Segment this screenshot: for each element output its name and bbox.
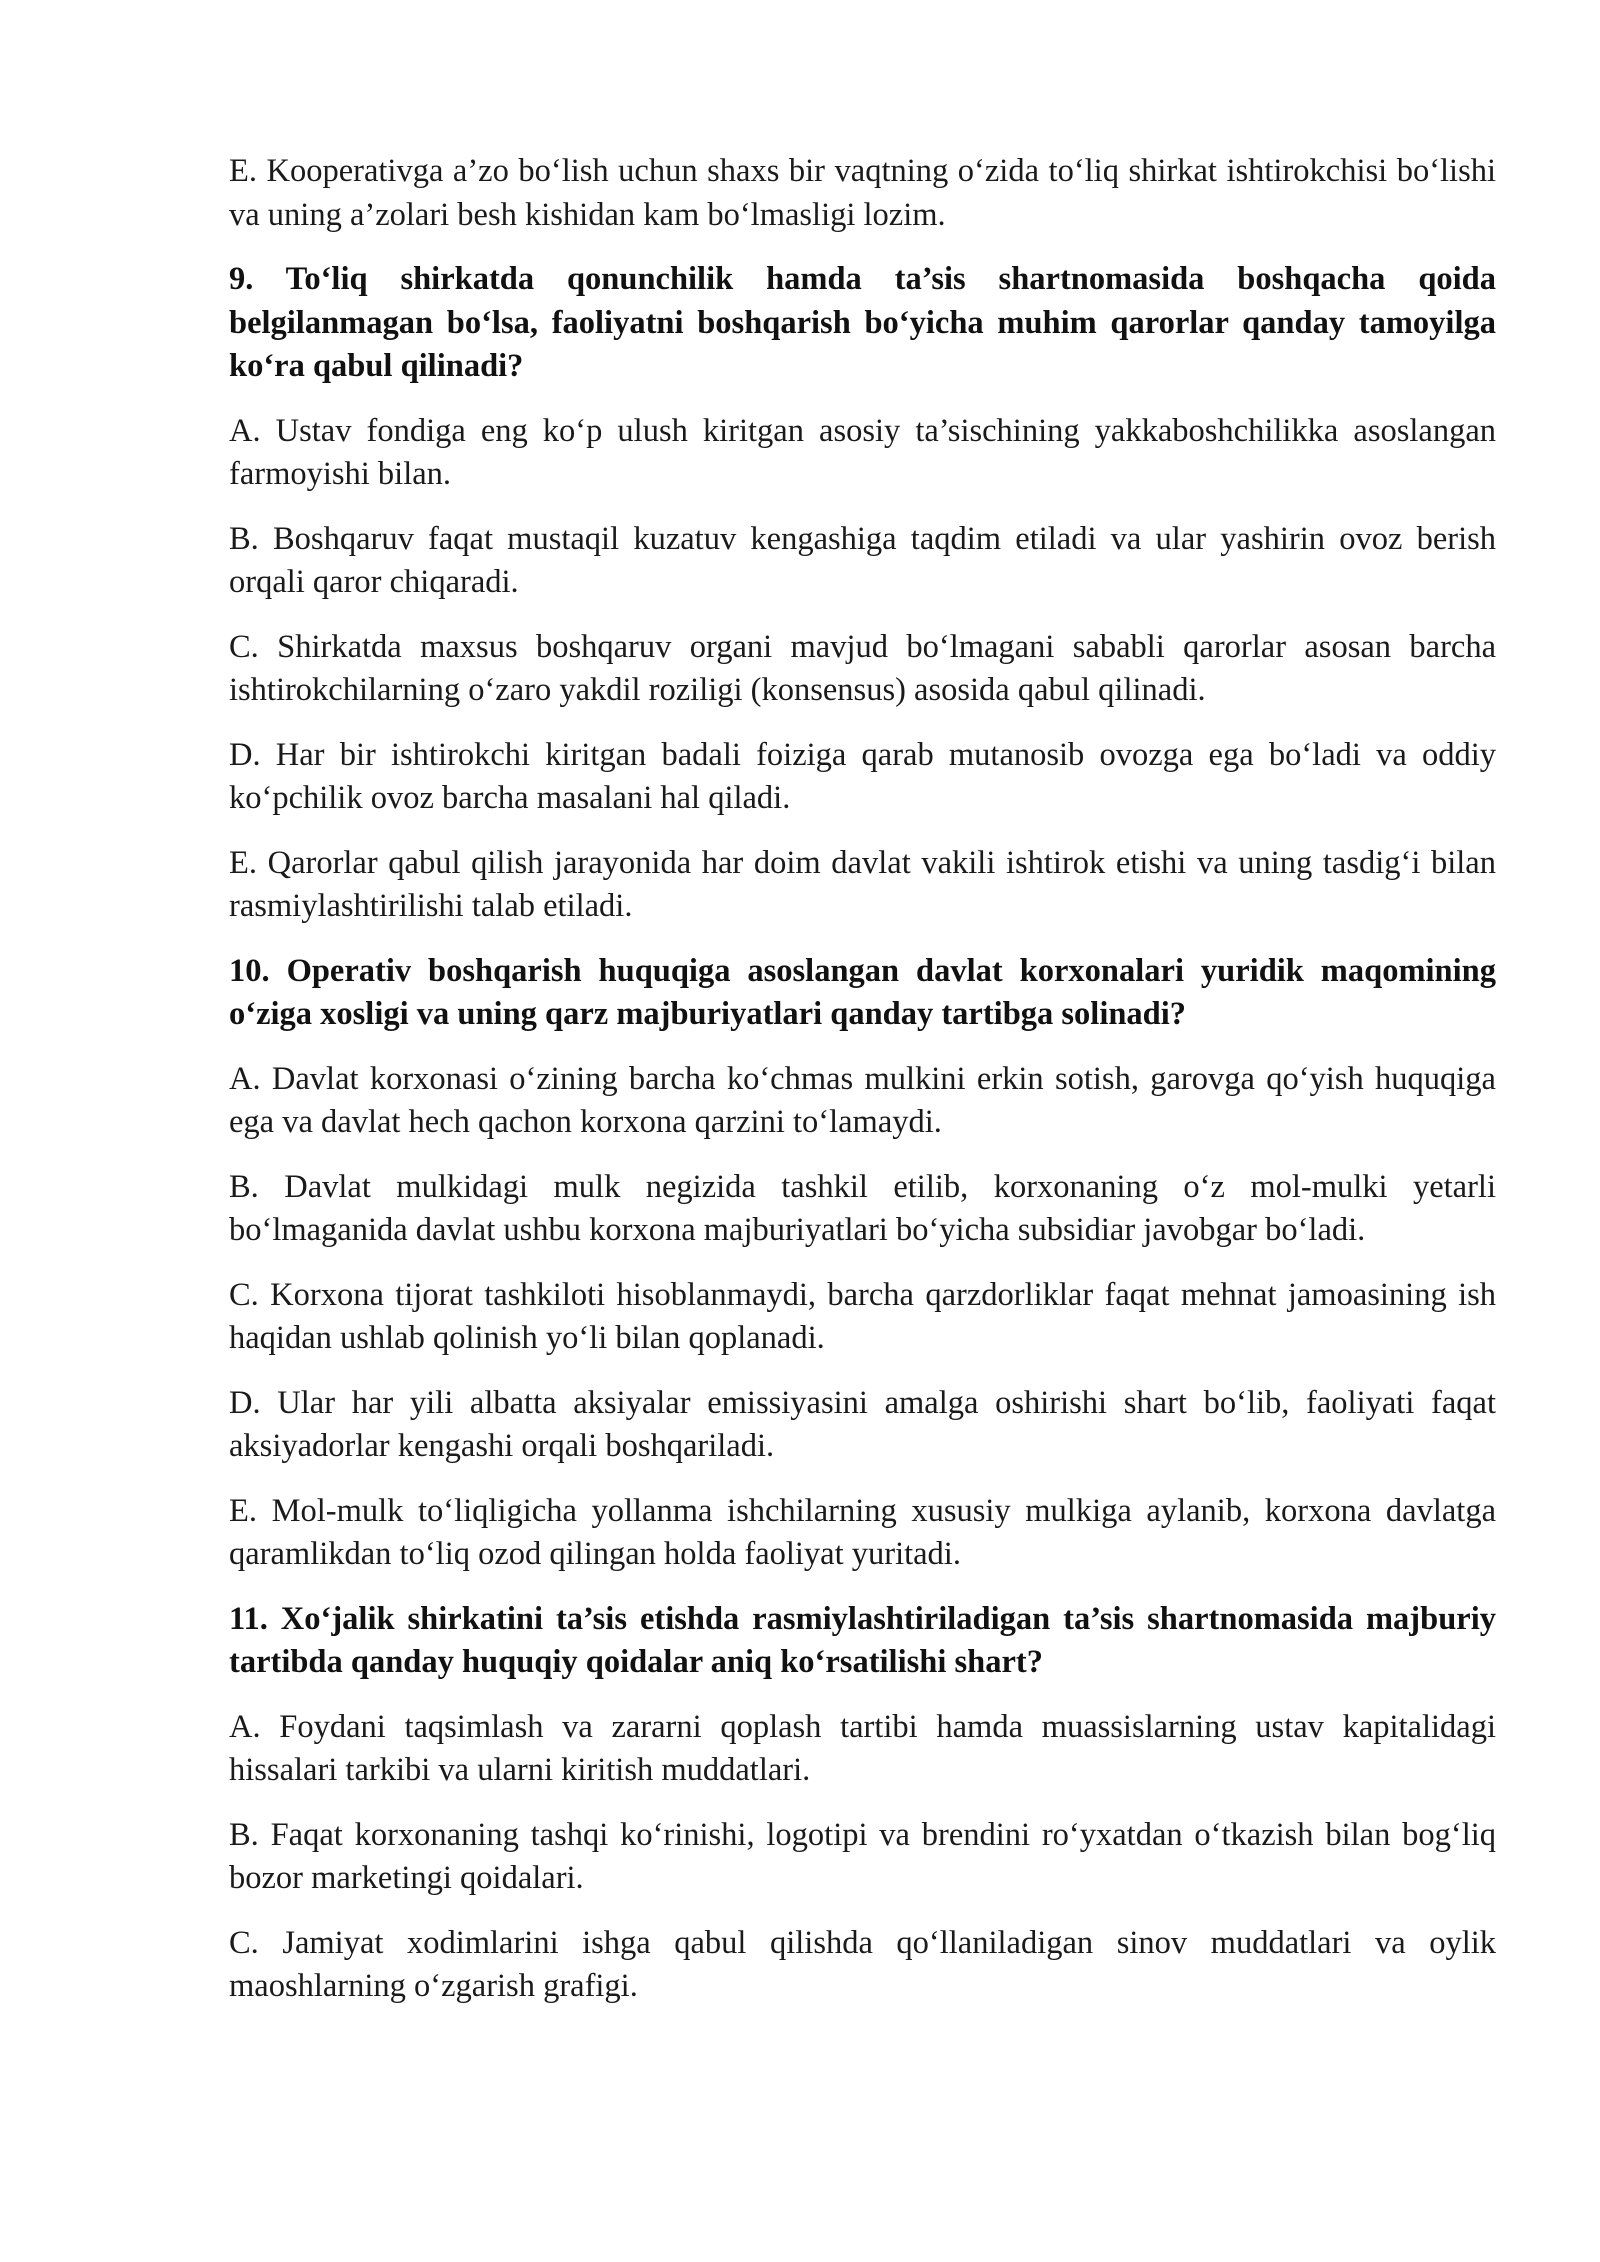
question-11: 11. Xo‘jalik shirkatini ta’sis etishda rasmiylashtiriladigan ta’sis shartnomasida majburiy tartibda qanday huquqiy qoidalar aniq ko‘rsatilishi shart? <box>229 1600 1496 1680</box>
answer-option-c: C. Shirkatda maxsus boshqaruv organi mavjud bo‘lmagani sababli qarorlar asosan barcha ishtirokchilarning o‘zaro yakdil roziligi (konsensus) asosida qabul qilinadi. <box>229 628 1496 708</box>
answer-option-c: C. Korxona tijorat tashkiloti hisoblanmaydi, barcha qarzdorliklar faqat mehnat jamoasining ish haqidan ushlab qolinish yo‘li bilan qoplanadi. <box>229 1276 1496 1356</box>
answer-option-e: E. Kooperativga a’zo bo‘lish uchun shaxs bir vaqtning o‘zida to‘liq shirkat ishtirokchisi bo‘lishi va uning a’zolari besh kishidan kam bo‘lmasligi lozim. <box>229 153 1496 233</box>
answer-option-e: E. Qarorlar qabul qilish jarayonida har doim davlat vakili ishtirok etishi va uning tasdig‘i bilan rasmiylashtirilishi talab etiladi. <box>229 844 1496 924</box>
question-10: 10. Operativ boshqarish huquqiga asoslangan davlat korxonalari yuridik maqomining o‘ziga xosligi va uning qarz majburiyatlari qanday tartibga solinadi? <box>229 952 1496 1032</box>
answer-option-b: B. Faqat korxonaning tashqi ko‘rinishi, logotipi va brendini ro‘yxatdan o‘tkazish bilan bog‘liq bozor marketingi qoidalari. <box>229 1816 1496 1896</box>
answer-option-a: A. Foydani taqsimlash va zararni qoplash tartibi hamda muassislarning ustav kapitalidagi hissalari tarkibi va ularni kiritish muddatlari. <box>229 1708 1496 1788</box>
answer-option-a: A. Ustav fondiga eng ko‘p ulush kiritgan asosiy ta’sischining yakkaboshchilikka asoslangan farmoyishi bilan. <box>229 412 1496 492</box>
answer-option-d: D. Har bir ishtirokchi kiritgan badali foiziga qarab mutanosib ovozga ega bo‘ladi va oddiy ko‘pchilik ovoz barcha masalani hal qiladi. <box>229 736 1496 816</box>
answer-option-b: B. Davlat mulkidagi mulk negizida tashkil etilib, korxonaning o‘z mol-mulki yetarli bo‘lmaganida davlat ushbu korxona majburiyatlari bo‘yicha subsidiar javobgar bo‘ladi. <box>229 1168 1496 1248</box>
answer-option-c: C. Jamiyat xodimlarini ishga qabul qilishda qo‘llaniladigan sinov muddatlari va oylik maoshlarning o‘zgarish grafigi. <box>229 1924 1496 2004</box>
answer-option-a: A. Davlat korxonasi o‘zining barcha ko‘chmas mulkini erkin sotish, garovga qo‘yish huquqiga ega va davlat hech qachon korxona qarzini to‘lamaydi. <box>229 1060 1496 1140</box>
answer-option-b: B. Boshqaruv faqat mustaqil kuzatuv kengashiga taqdim etiladi va ular yashirin ovoz berish orqali qaror chiqaradi. <box>229 520 1496 600</box>
question-9: 9. To‘liq shirkatda qonunchilik hamda ta’sis shartnomasida boshqacha qoida belgilanmagan bo‘lsa, faoliyatni boshqarish bo‘yicha muhim qarorlar qanday tamoyilga ko‘ra qabul qilinadi? <box>229 261 1496 384</box>
answer-option-d: D. Ular har yili albatta aksiyalar emissiyasini amalga oshirishi shart bo‘lib, faoliyati faqat aksiyadorlar kengashi orqali boshqariladi. <box>229 1384 1496 1464</box>
answer-option-e: E. Mol-mulk to‘liqligicha yollanma ishchilarning xususiy mulkiga aylanib, korxona davlatga qaramlikdan to‘liq ozod qilingan holda faoliyat yuritadi. <box>229 1492 1496 1572</box>
